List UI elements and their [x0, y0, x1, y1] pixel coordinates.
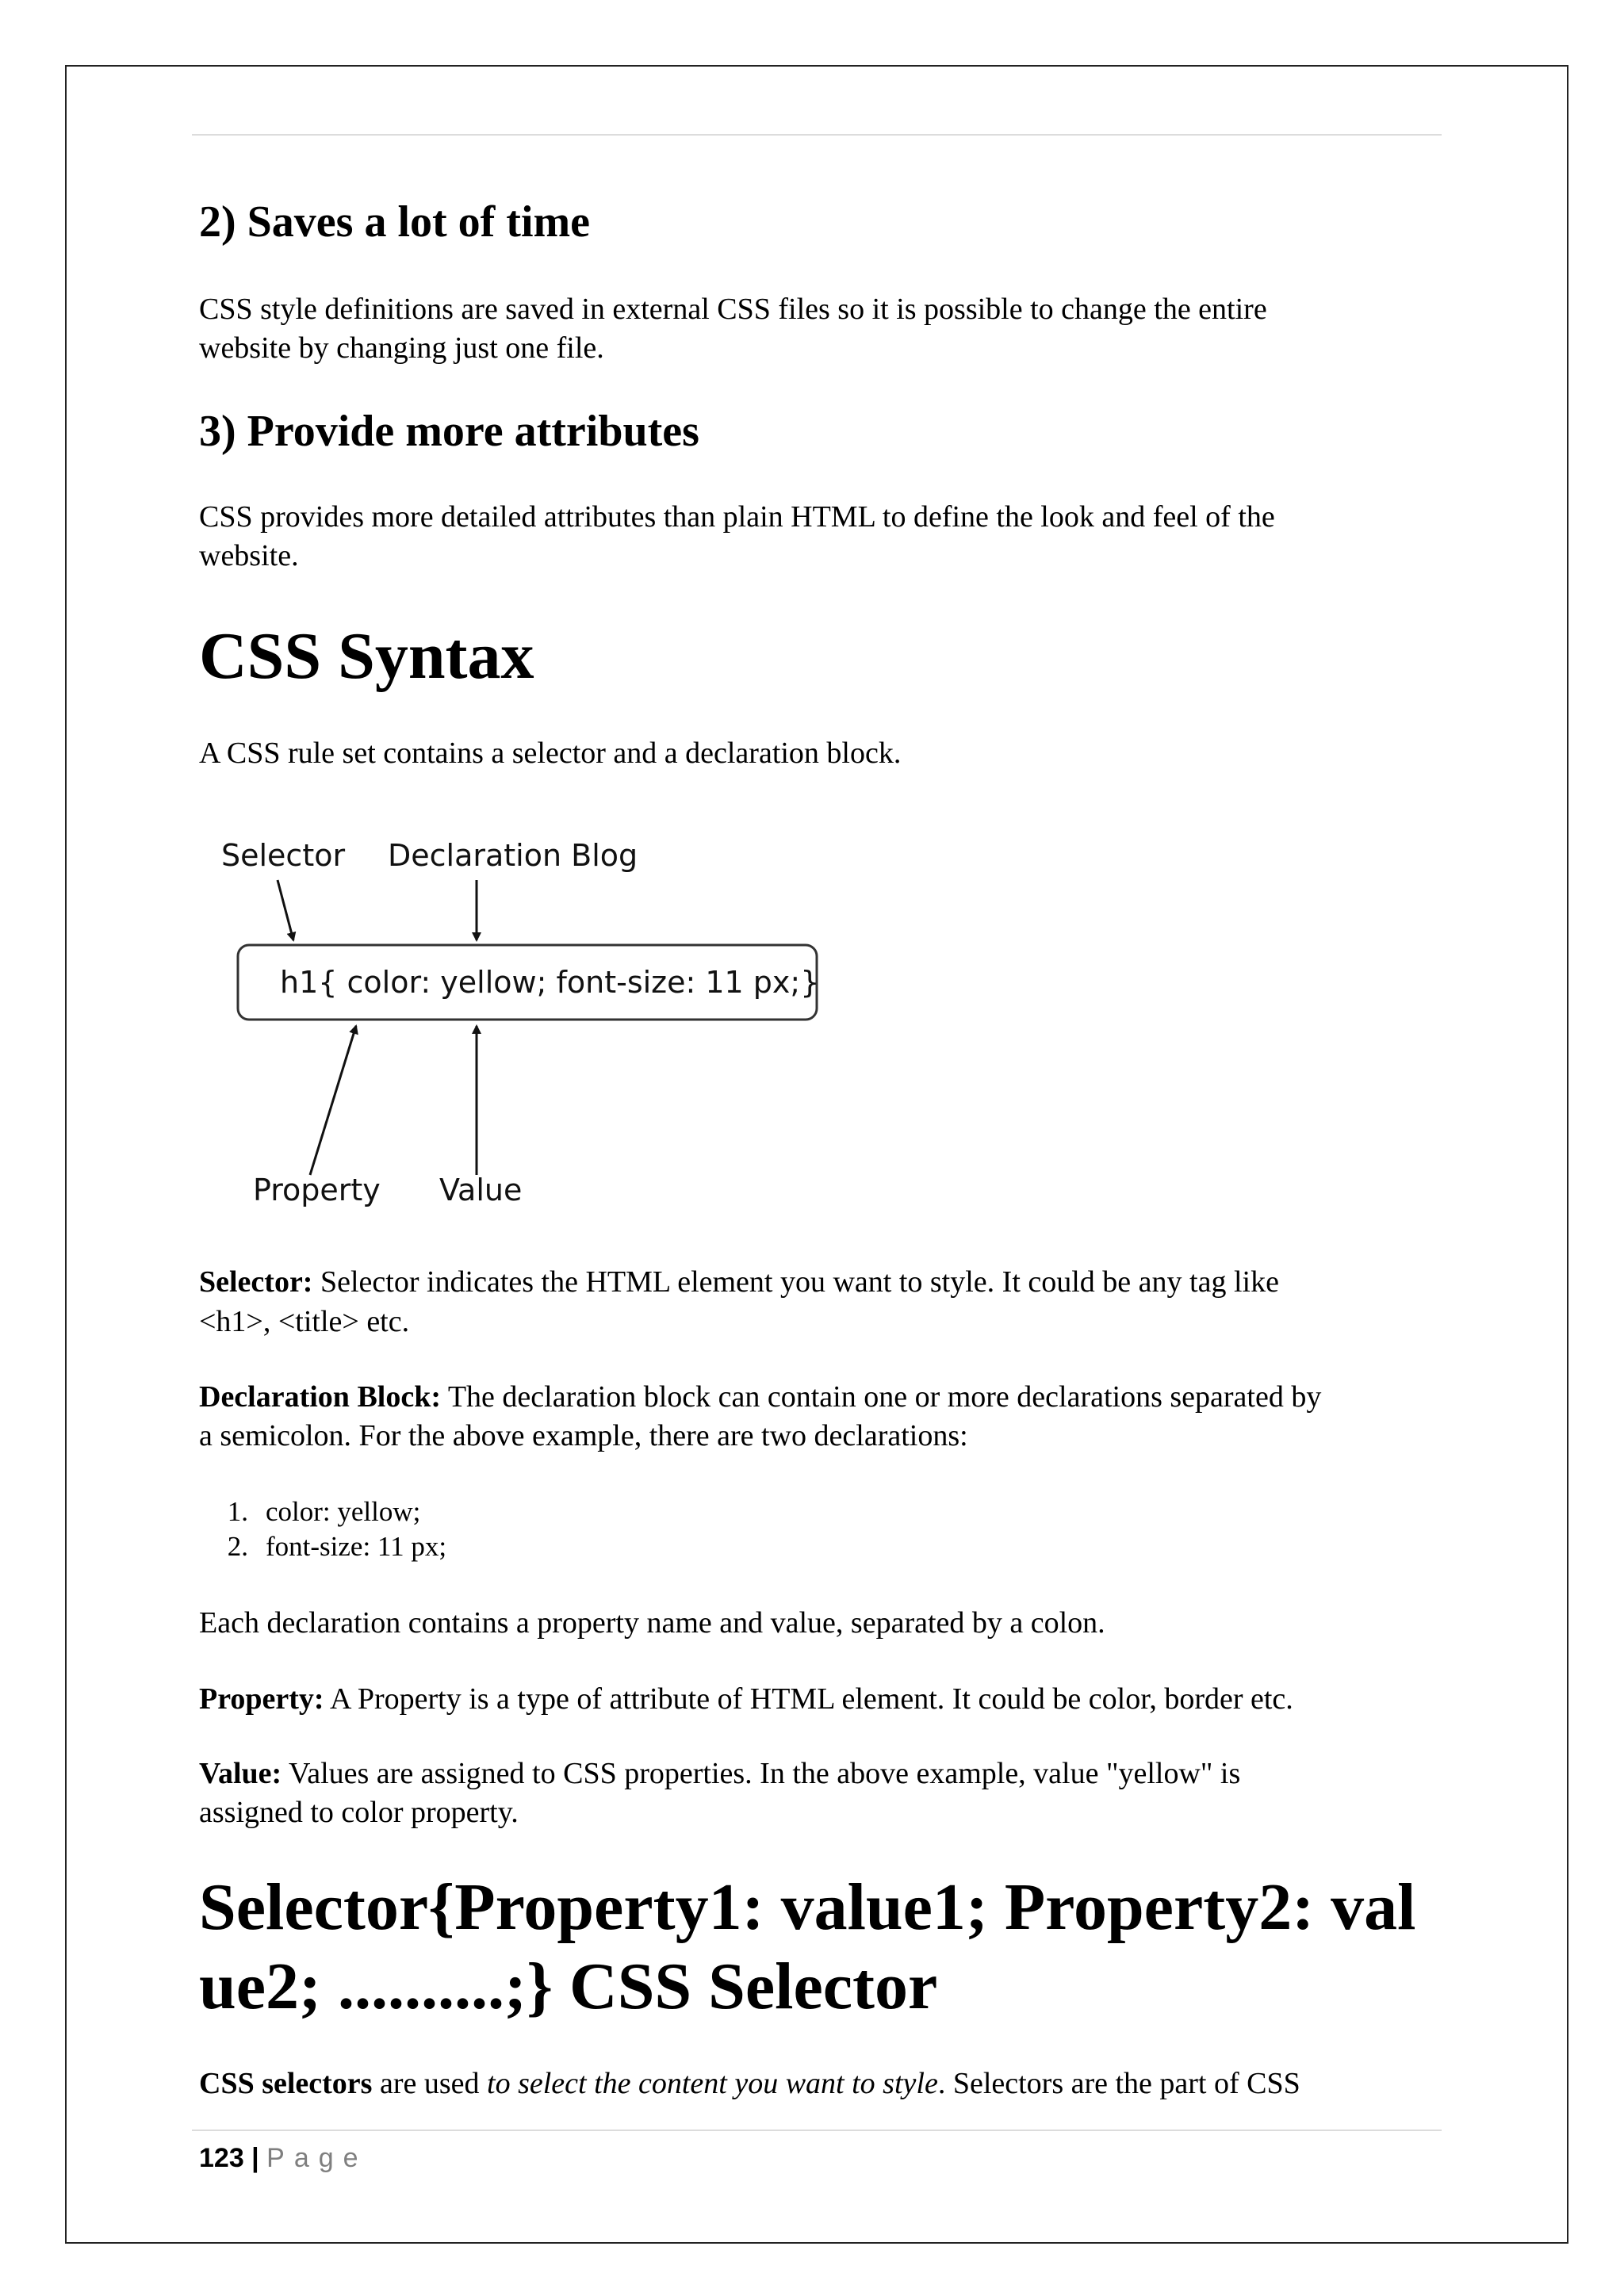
syntax-intro: A CSS rule set contains a selector and a declaration block.: [199, 737, 902, 770]
list-text: font-size: 11 px;: [266, 1531, 447, 1562]
page-number: 123: [199, 2143, 244, 2173]
page-word: Page: [266, 2143, 368, 2173]
diagram-label-value: Value: [439, 1173, 523, 1207]
selector-text: Selector indicates the HTML element you want to style. It could be any tag like: [312, 1265, 1279, 1299]
css-selectors-paragraph: [199, 2064, 1300, 2103]
list-number: 2.: [227, 1531, 248, 1562]
value-term: Value:: [199, 1757, 282, 1790]
footer-rule: [192, 2130, 1442, 2131]
declaration-text: The declaration block can contain one or more declarations separated by: [441, 1380, 1322, 1414]
list-text: color: yellow;: [266, 1496, 421, 1527]
heading-more-attributes: 3) Provide more attributes: [199, 407, 699, 456]
big-heading-line-1: Selector{Property1: value1; Property2: val: [199, 1870, 1416, 1944]
list-item: [199, 1494, 420, 1529]
list-number: 1.: [227, 1496, 248, 1527]
diagram-code: h1{ color: yellow; font-size: 11 px;}: [280, 965, 820, 1000]
saves-time-line-2: website by changing just one file.: [199, 331, 604, 365]
diagram-label-selector: Selector: [221, 838, 346, 873]
more-attributes-line-1: CSS provides more detailed attributes than plain HTML to define the look and feel of the: [199, 500, 1275, 534]
declaration-definition-line-1: [199, 1378, 1321, 1416]
css-selectors-italic: to select the content you want to style: [487, 2067, 938, 2100]
selector-term: Selector:: [199, 1265, 313, 1299]
arrow-selector: [278, 880, 293, 940]
header-rule: [192, 134, 1442, 136]
big-heading-line-2: ue2; ..........;} CSS Selector: [199, 1950, 938, 2023]
list-item: [199, 1529, 446, 1564]
diagram-label-property: Property: [253, 1173, 381, 1207]
declaration-term: Declaration Block:: [199, 1380, 442, 1414]
css-selectors-term: CSS selectors: [199, 2067, 373, 2100]
value-definition-line-1: [199, 1755, 1240, 1793]
footer-separator: |: [243, 2143, 267, 2173]
declaration-definition-line-2: a semicolon. For the above example, there are two declarations:: [199, 1419, 968, 1452]
property-term: Property:: [199, 1682, 324, 1716]
arrow-property: [310, 1026, 356, 1175]
css-rule-diagram: [199, 825, 873, 1221]
each-declaration-text: Each declaration contains a property name and value, separated by a colon.: [199, 1606, 1105, 1640]
property-text: A Property is a type of attribute of HTML element. It could be color, border etc.: [324, 1682, 1293, 1716]
value-definition-line-2: assigned to color property.: [199, 1796, 519, 1829]
css-selectors-text-2: . Selectors are the part of CSS: [937, 2067, 1300, 2100]
heading-saves-time: 2) Saves a lot of time: [199, 197, 591, 247]
property-definition: [199, 1680, 1293, 1718]
more-attributes-line-2: website.: [199, 539, 299, 572]
value-text: Values are assigned to CSS properties. In the above example, value "yellow" is: [282, 1757, 1241, 1790]
diagram-label-declaration: Declaration Blog: [388, 838, 638, 873]
selector-definition-line-1: [199, 1263, 1279, 1301]
css-selectors-text-1: are used: [372, 2067, 488, 2100]
selector-definition-line-2: <h1>, <title> etc.: [199, 1305, 410, 1338]
heading-css-syntax: CSS Syntax: [199, 619, 534, 693]
saves-time-line-1: CSS style definitions are saved in external CSS files so it is possible to change the entire: [199, 293, 1267, 326]
page-footer: [199, 2141, 368, 2175]
